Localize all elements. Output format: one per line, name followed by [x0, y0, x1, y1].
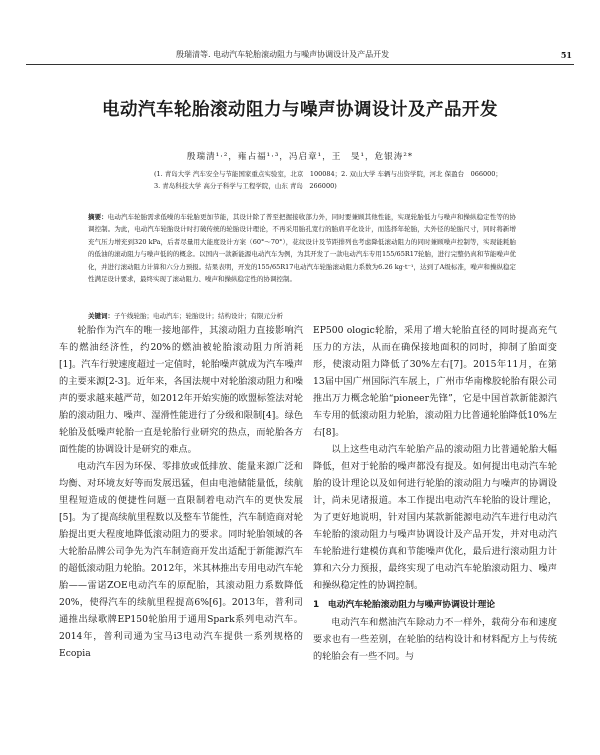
- running-title: 殷瑞清等. 电动汽车轮胎滚动阻力与噪声协调设计及产品开发: [176, 50, 390, 59]
- body-paragraph: EP500 ologic轮胎，采用了增大轮胎直径的同时提高充气压力的方法，从而在确保接地面积的同时，抑制了胎面变形，使滚动阻力降低了30%左右[7]。2015年11月，在第13届中国广州国际汽车展上，广州市华南橡胶轮胎有限公司推出万力概念轮胎“pioneer先锋”，它是中国首款新能源汽车专用的低滚动阻力轮胎，滚动阻力比普通轮胎降低10%左右[8]。: [313, 325, 557, 438]
- body-paragraph: 轮胎作为汽车的唯一接地部件，其滚动阻力直接影响汽车的燃油经济性，约20%的燃油被轮胎滚动阻力所消耗[1]。汽车行驶速度超过一定值时，轮胎噪声就成为汽车噪声的主要来源[2-3]。近年来，各国法规中对轮胎滚动阻力和噪声的要求越来越严苛，如2012年开始实施的欧盟标签法对轮胎的滚动阻力、噪声、湿滑性能进行了分级和限制[4]。绿色轮胎及低噪声轮胎一直是轮胎行业研究的热点，而轮胎各方面性能的协调设计是研究的难点。: [59, 325, 303, 455]
- left-column: [59, 322, 303, 662]
- abstract-text: 电动汽车轮胎需求低噪的车轮胎更加节能，其设计除了普至把握接收部力外，同时要兼顾其他性能，实现轮胎低力与噪声和操纵稳定性等的协调控制。为此，电动汽车轮胎设计时打破传统的轮胎设计理论，不再采用胎孔宽行的胎肩平化设计，而选择年轮胎，大外径的轮胎尺寸，同时将新增充气压力增充到320 kPa，后者尽量用大能度设计方案（60°～70°），花纹设计及节距排列也考虑降低滚动阻力的同时兼顾噪声控制等，实现能耗胎的低油的滚动阻力与噪声低的的概念。以国内一款新能源电动汽车为例，为其开发了一款电动汽车专用155/65R17轮胎，进行完整仍真和节能噪声优化，并进行滚动阻力计算和六分力预报。结果表明，开发的155/65R17电动汽车轮胎滚动阻力系数为6.26 kg·t⁻¹，达到了A级标准，噪声和操纵稳定性满足设计要求，最终实现了滚动阻力、噪声和操纵稳定性的协调控制。: [88, 213, 517, 284]
- running-header: [26, 48, 574, 65]
- abstract-label: 摘要：: [88, 213, 108, 221]
- section-heading: 1 电动汽车轮胎滚动阻力与噪声协调设计理论: [313, 600, 496, 610]
- abstract: [88, 211, 516, 285]
- body-paragraph: 以上这些电动汽车轮胎产品的滚动阻力比普通轮胎大幅降低，但对于轮胎的噪声都没有提及。如何提出电动汽车轮胎的设计理论以及如何进行轮胎的滚动阻力与噪声的协调设计，尚未见诸报道。本工作提出电动汽车轮胎的设计理论，为了更好地说明，针对国内某款新能源电动汽车进行电动汽车轮胎的滚动阻力与噪声协调设计及产品开发，并对电动汽车轮胎进行建模仿真和节能噪声优化，最后进行滚动阻力计算和六分力预报，最终实现了电动汽车轮胎滚动阻力、噪声和操纵稳定性的协调控制。: [313, 444, 557, 591]
- keywords-text: 子午线轮胎；电动汽车；轮胎设计；结构设计；有限元分析: [114, 312, 283, 320]
- author-list: 殷瑞清¹·²，雍占福¹·³，冯启章¹，王 旻¹，危银涛²*: [186, 152, 414, 162]
- right-column: [313, 322, 557, 665]
- page-number: 51: [560, 50, 572, 60]
- keywords-label: 关键词：: [88, 312, 114, 320]
- keywords: [88, 311, 516, 320]
- affiliation-line-1: (1. 青岛大学 汽车安全与节能国家重点实验室，北京 100084；2. 双山大学 车辆与出资学院，河北 保盈台 066000；: [154, 170, 502, 178]
- body-paragraph: 电动汽车和燃油汽车除动力不一样外，载荷分布和速度要求也有一些差别，在轮胎的结构设计和材料配方上与传统的轮胎会有一些不同。与: [313, 617, 557, 662]
- body-paragraph: 电动汽车因为环保、零排放或低排放、能量来源广泛和均衡、对环境友好等而发展迅猛，但由电池储能量低，续航里程短造成的便捷性问题一直限制着电动汽车的更快发展[5]。为了提高续航里程数以及整车节能性，汽车制造商对轮胎提出更大程度地降低滚动阻力的要求。同时轮胎领域的各大轮胎品牌公司争先为汽车制造商开发出适配于新能源汽车的超低滚动阻力轮胎。2012年，米其林推出专用电动汽车轮胎——雷诺ZOE电动汽车的原配胎，其滚动阻力系数降低20%，使得汽车的续航里程提高6%[6]。2013年，普利司通推出绿歌牌EP150轮胎用于通用Spark系列电动汽车。2014年，普利司通为宝马i3电动汽车提供一系列规格的Ecopia: [59, 461, 303, 659]
- paper-title: 电动汽车轮胎滚动阻力与噪声协调设计及产品开发: [102, 100, 498, 120]
- affiliation-line-2: 3. 青岛科技大学 高分子科学与工程学院，山东 青岛 266000): [154, 182, 337, 190]
